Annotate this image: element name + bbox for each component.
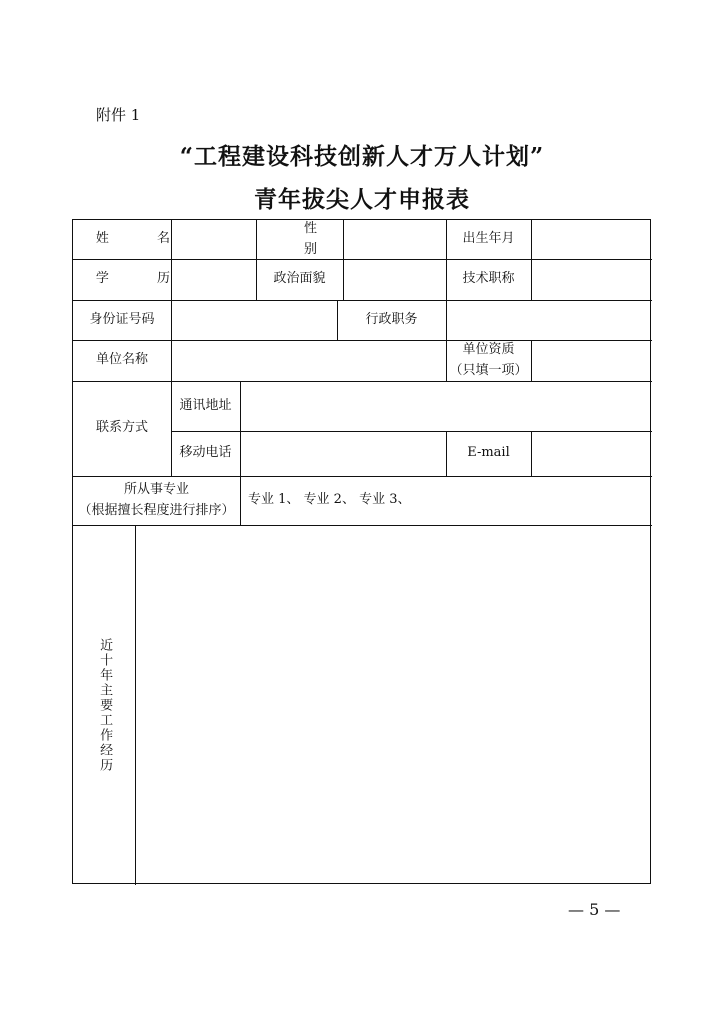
attachment-label: 附件 1 bbox=[96, 106, 141, 124]
specialty-label-line1: 所从事专业 bbox=[123, 482, 189, 498]
org-qualification-line1: 单位资质 bbox=[462, 342, 515, 358]
application-form-table bbox=[72, 219, 651, 884]
admin-position-label: 行政职务 bbox=[365, 311, 418, 327]
specialty-label bbox=[73, 476, 240, 525]
col-divider bbox=[531, 340, 532, 381]
work-history-label-cell bbox=[73, 525, 135, 885]
name-label: 姓 名 bbox=[95, 231, 193, 247]
address-label: 通讯地址 bbox=[179, 397, 232, 413]
education-label: 学 历 bbox=[95, 271, 193, 287]
page-number: — 5 — bbox=[568, 900, 621, 919]
mobile-label: 移动电话 bbox=[179, 445, 232, 461]
col-divider bbox=[531, 220, 532, 300]
col-divider bbox=[240, 476, 241, 525]
birth-label: 出生年月 bbox=[462, 231, 515, 247]
specialty-label-line2: （根据擅长程度进行排序） bbox=[78, 502, 235, 518]
email-label: E-mail bbox=[467, 445, 510, 461]
work-history-label: 近十年主要工作经历 bbox=[97, 637, 113, 773]
org-qualification-line2: （只填一项） bbox=[449, 362, 528, 378]
form-title-line2: 青年拔尖人才申报表 bbox=[254, 186, 470, 213]
tech-title-label: 技术职称 bbox=[462, 271, 515, 287]
row-divider bbox=[73, 525, 652, 526]
specialty-values: 专业 1、 专业 2、 专业 3、 bbox=[248, 492, 411, 508]
political-status-label: 政治面貌 bbox=[273, 271, 326, 287]
col-divider bbox=[240, 381, 241, 476]
row-divider bbox=[171, 431, 652, 432]
col-divider bbox=[531, 431, 532, 476]
contact-label: 联系方式 bbox=[95, 420, 148, 436]
org-name-label: 单位名称 bbox=[95, 352, 148, 368]
org-qualification-label bbox=[446, 340, 531, 381]
form-title-line1: “工程建设科技创新人才万人计划” bbox=[179, 143, 545, 170]
col-divider bbox=[135, 525, 136, 885]
gender-label: 性 别 bbox=[303, 221, 339, 257]
id-number-label: 身份证号码 bbox=[89, 311, 155, 327]
